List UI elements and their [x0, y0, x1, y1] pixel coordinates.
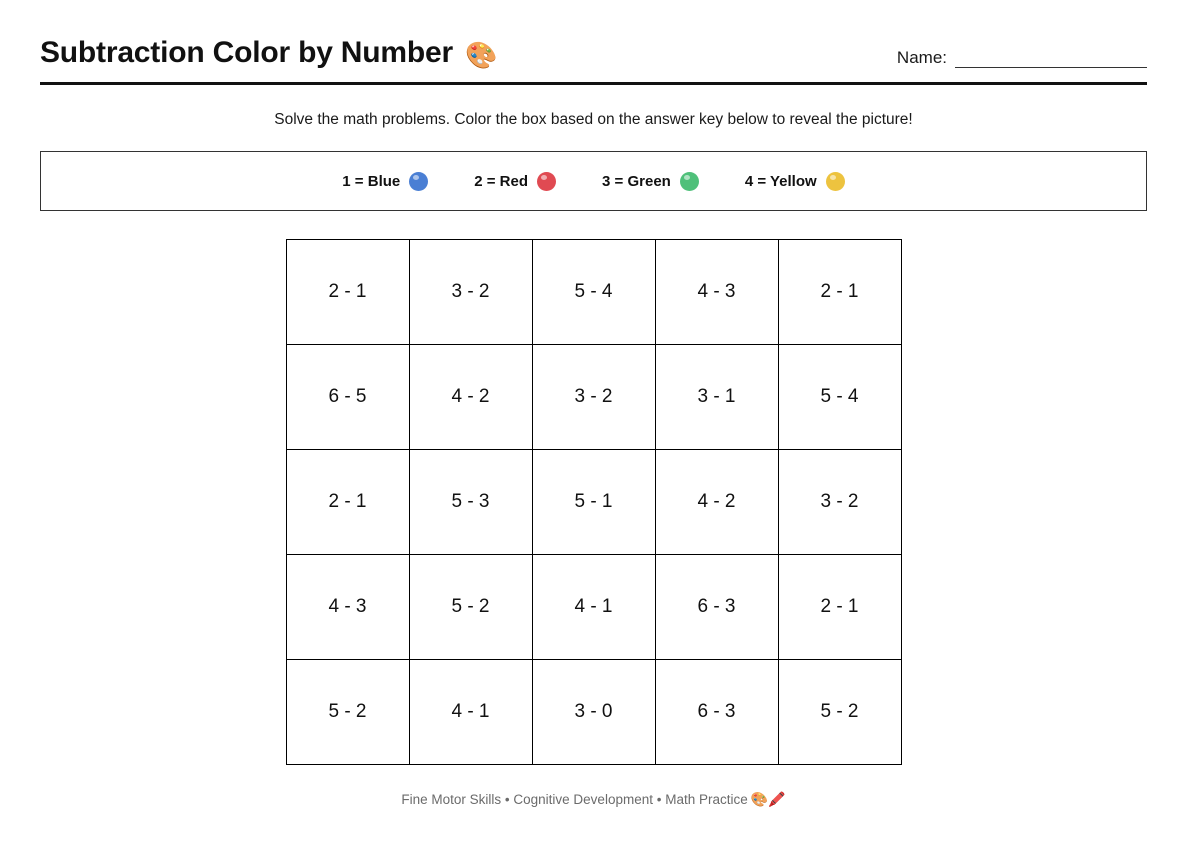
grid-cell[interactable]: 5 - 3 — [409, 450, 532, 555]
red-circle-icon — [537, 172, 556, 191]
grid-cell[interactable]: 4 - 3 — [286, 555, 409, 660]
grid-cell[interactable]: 4 - 2 — [409, 345, 532, 450]
grid-cell[interactable]: 4 - 1 — [409, 660, 532, 765]
footer-icons: 🎨🖍️ — [750, 791, 786, 807]
grid-cell[interactable]: 4 - 3 — [655, 240, 778, 345]
name-label: Name: — [896, 48, 947, 67]
grid-cell[interactable]: 2 - 1 — [778, 555, 901, 660]
grid-cell[interactable]: 6 - 3 — [655, 660, 778, 765]
key-item-blue-label: 1 = Blue — [342, 172, 401, 190]
grid-cell[interactable]: 2 - 1 — [286, 450, 409, 555]
grid-cell[interactable]: 5 - 2 — [778, 660, 901, 765]
grid-cell[interactable]: 5 - 4 — [532, 240, 655, 345]
problem-grid-wrap — [40, 239, 1147, 765]
yellow-circle-icon — [826, 172, 845, 191]
grid-cell[interactable]: 3 - 2 — [778, 450, 901, 555]
grid-cell[interactable]: 4 - 2 — [655, 450, 778, 555]
key-item-red-label: 2 = Red — [474, 172, 529, 190]
key-item-red — [474, 172, 556, 191]
header — [40, 36, 1147, 85]
grid-row — [286, 240, 901, 345]
grid-cell[interactable]: 5 - 4 — [778, 345, 901, 450]
grid-cell[interactable]: 3 - 2 — [409, 240, 532, 345]
key-item-yellow — [745, 172, 845, 191]
grid-cell[interactable]: 3 - 0 — [532, 660, 655, 765]
footer — [0, 791, 1187, 808]
key-item-green — [602, 172, 699, 191]
grid-cell[interactable]: 3 - 1 — [655, 345, 778, 450]
grid-cell[interactable]: 5 - 2 — [286, 660, 409, 765]
grid-row — [286, 555, 901, 660]
green-circle-icon — [680, 172, 699, 191]
grid-row — [286, 660, 901, 765]
grid-cell[interactable]: 3 - 2 — [532, 345, 655, 450]
grid-cell[interactable]: 6 - 3 — [655, 555, 778, 660]
name-field-wrap — [897, 48, 1147, 70]
problem-grid — [286, 239, 902, 765]
grid-cell[interactable]: 2 - 1 — [286, 240, 409, 345]
footer-text: Fine Motor Skills • Cognitive Development • Math Practice — [401, 792, 748, 807]
key-item-blue — [342, 172, 428, 191]
grid-cell[interactable]: 5 - 2 — [409, 555, 532, 660]
palette-icon: 🎨 — [464, 40, 498, 70]
key-item-yellow-label: 4 = Yellow — [744, 172, 817, 190]
answer-key-box — [40, 151, 1147, 211]
grid-row — [286, 450, 901, 555]
grid-cell[interactable]: 6 - 5 — [286, 345, 409, 450]
key-item-green-label: 3 = Green — [602, 172, 671, 190]
grid-cell[interactable]: 2 - 1 — [778, 240, 901, 345]
grid-row — [286, 345, 901, 450]
name-input-line[interactable] — [955, 50, 1147, 68]
grid-cell[interactable]: 4 - 1 — [532, 555, 655, 660]
page-title: Subtraction Color by Number — [40, 36, 453, 69]
blue-circle-icon — [409, 172, 428, 191]
title-wrap — [40, 36, 497, 70]
grid-cell[interactable]: 5 - 1 — [532, 450, 655, 555]
instructions-text: Solve the math problems. Color the box based on the answer key below to reveal the picture! — [274, 111, 913, 128]
